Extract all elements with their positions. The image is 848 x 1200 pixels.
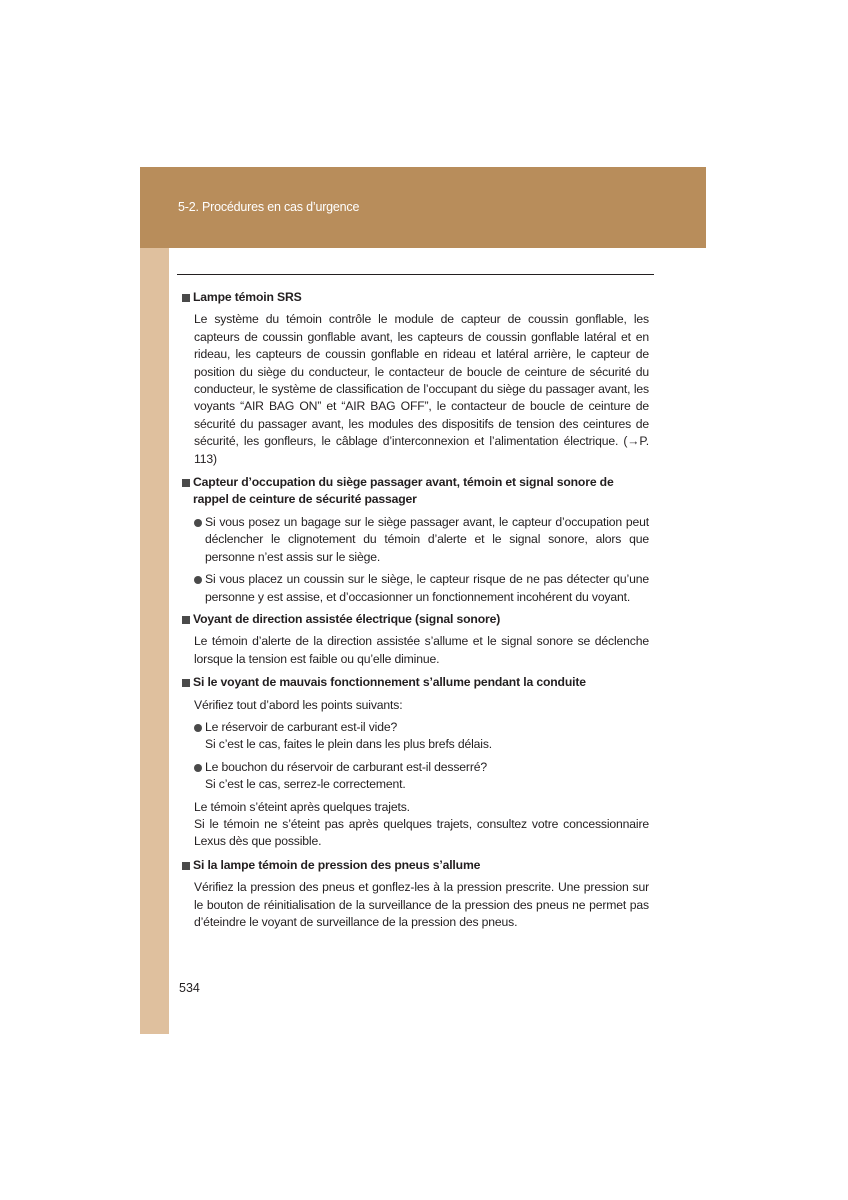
- list-item: Si vous placez un coussin sur le siège, le capteur risque de ne pas détecter qu’une personne y est assise, et d’occasionner un fonctionnement incohérent du voyant.: [194, 571, 649, 606]
- section-heading-power-steering: Voyant de direction assistée électrique (signal sonore): [181, 611, 649, 628]
- square-bullet-icon: [182, 294, 190, 302]
- side-strip: [140, 248, 169, 1034]
- page-number: 534: [179, 981, 200, 995]
- section-header-band: [140, 167, 706, 248]
- list-item: Le bouchon du réservoir de carburant est-il desserré? Si c’est le cas, serrez-le correctement.: [194, 759, 649, 794]
- list-item: Si vous posez un bagage sur le siège passager avant, le capteur d’occupation peut déclencher le clignotement du témoin d’alerte et le signal sonore, alors que personne n’est assis sur le siège.: [194, 514, 649, 566]
- page-content: [181, 289, 649, 931]
- square-bullet-icon: [182, 616, 190, 624]
- round-bullet-icon: [194, 576, 202, 584]
- list-item: Le réservoir de carburant est-il vide? Si c’est le cas, faites le plein dans les plus brefs délais.: [194, 719, 649, 754]
- round-bullet-icon: [194, 724, 202, 732]
- round-bullet-icon: [194, 519, 202, 527]
- paragraph-malfunction-intro: Vérifiez tout d’abord les points suivants:: [194, 697, 403, 712]
- paragraph-power-steering: Le témoin d’alerte de la direction assistée s’allume et le signal sonore se déclenche lorsque la tension est faible ou qu’elle diminue.: [194, 634, 649, 666]
- paragraph-tire-pressure: Vérifiez la pression des pneus et gonflez-les à la pression prescrite. Une pression sur le bouton de réinitialisation de la surveillance de la pression des pneus ne permet pas d’éteindre le voyant de surveillance de la pression des pneus.: [194, 880, 649, 929]
- round-bullet-icon: [194, 764, 202, 772]
- square-bullet-icon: [182, 862, 190, 870]
- paragraph-malfunction-outro: Le témoin s’éteint après quelques trajets. Si le témoin ne s’éteint pas après quelques trajets, consultez votre concessionnaire Lexus dès que possible.: [194, 799, 649, 849]
- section-heading-srs: Lampe témoin SRS: [181, 289, 649, 306]
- paragraph-srs: Le système du témoin contrôle le module de capteur de coussin gonflable, les capteurs de coussin gonflable avant, les capteurs de coussin gonflable latéral et en rideau, les capteurs de coussin gonflable en rideau et latéral arrière, le capteur de position du siège du conducteur, le contacteur de boucle de ceinture de sécurité du conducteur, le système de classification de l’occupant du siège du passager avant, les voyants “AIR BAG ON” et “AIR BAG OFF”, le contacteur de boucle de ceinture de sécurité du passager avant, les modules des dispositifs de tension des ceintures de sécurité, les gonfleurs, le câblage d’interconnexion et l’alimentation électrique. (→P. 113): [194, 312, 649, 466]
- square-bullet-icon: [182, 479, 190, 487]
- section-heading-tire-pressure: Si la lampe témoin de pression des pneus s’allume: [181, 857, 649, 874]
- section-heading-occupant-sensor: Capteur d’occupation du siège passager avant, témoin et signal sonore de rappel de ceinture de sécurité passager: [181, 474, 649, 509]
- section-title: 5-2. Procédures en cas d’urgence: [178, 200, 360, 214]
- header-rule: [177, 274, 654, 275]
- square-bullet-icon: [182, 679, 190, 687]
- section-heading-malfunction: Si le voyant de mauvais fonctionnement s’allume pendant la conduite: [181, 674, 649, 691]
